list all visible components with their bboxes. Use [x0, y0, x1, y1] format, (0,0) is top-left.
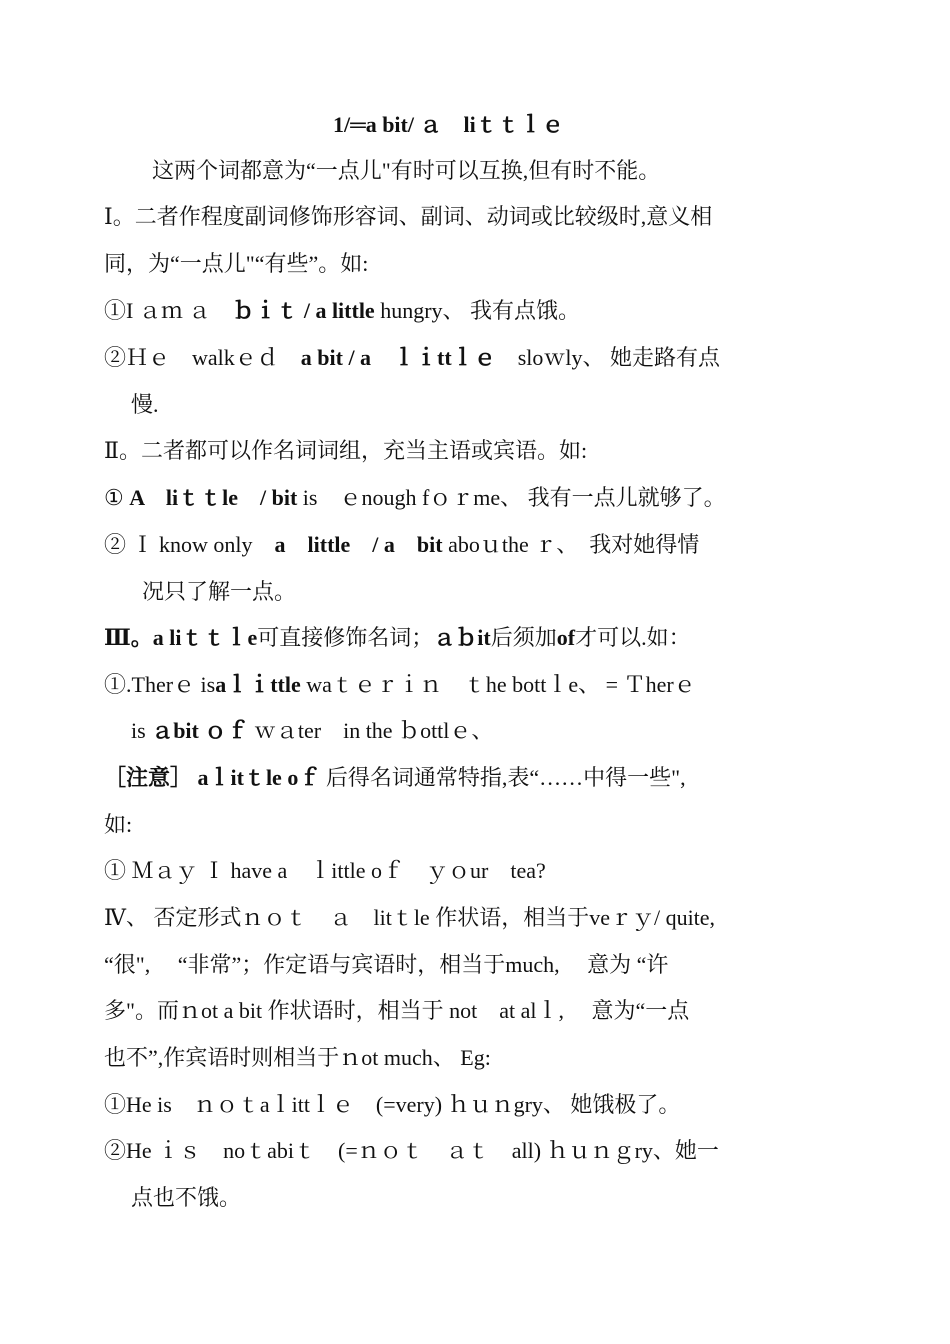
heading-text: 后须加 [490, 625, 557, 650]
section-2-example-2 [104, 530, 699, 560]
example-text: ②Ｈｅ walkｅｄ [104, 345, 301, 370]
section-2-example-2-cont: 况只了解一点。 [142, 579, 297, 604]
example-text: waｔｅｒｉｎ ｔhe bottｌe、 = Ｔherｅ [300, 672, 696, 697]
example-bold-phrase: A liｔｔle / bit [129, 485, 298, 510]
example-bold-phrase: ａbit ｏｆ [151, 718, 249, 743]
example-bold-phrase: ｂｉｔ / a little [232, 298, 375, 323]
section-2-example-1 [104, 483, 726, 513]
section-3-example-1 [104, 670, 696, 700]
section-1-example-2-cont: 慢. [131, 392, 159, 417]
section-4-body-line-3: 多"。而ｎot a bit 作状语时，相当于 not at alｌ, 意为“一点 [104, 998, 690, 1023]
section-4-heading: Ⅳ、 否定形式ｎｏｔ ａ litｔle 作状语，相当于veｒｙ/ quite, [104, 905, 716, 930]
heading-bold-phrase: Ⅲ。a liｔｔｌe [104, 625, 258, 650]
section-3-example-1-cont [131, 716, 493, 746]
note-paragraph [104, 763, 686, 793]
heading-bold-phrase: ａｂit [433, 625, 491, 650]
section-4-example-2: ②He ｉｓ noｔabiｔ (=ｎｏｔ ａｔ all) ｈｕｎｇry、她一 [104, 1138, 719, 1163]
section-4-body-line-4: 也不”,作宾语时则相当于ｎot much、 Eg: [104, 1045, 491, 1070]
example-text: is [131, 718, 152, 743]
section-2-heading: Ⅱ。二者都可以作名词词组，充当主语或宾语。如: [104, 438, 588, 463]
note-bold-phrase: ［注意］ aｌitｔle oｆ [104, 765, 321, 790]
example-text: sloｗly、 她走路有点 [495, 345, 721, 370]
example-text: ① [104, 485, 130, 510]
heading-text: 才可以.如： [575, 625, 691, 650]
section-4-example-1: ①He is ｎｏｔaｌittｌｅ (=very) ｈｕｎgry、 她饿极了。 [104, 1092, 681, 1117]
example-text: is ｅnough fｏｒme、 我有一点儿就够了。 [297, 485, 726, 510]
note-text: 后得名词通常特指,表“……中得一些", [320, 765, 686, 790]
example-bold-phrase: a little / a bit [274, 532, 443, 557]
section-3-example-2: ① Ｍａｙ Ｉ have a ｌittle oｆ ｙｏur tea? [104, 858, 546, 883]
heading-text: 可直接修饰名词； [257, 625, 434, 650]
example-text: hungry、 我有点饿。 [374, 298, 581, 323]
intro-paragraph: 这两个词都意为“一点儿"有时可以互换,但有时不能。 [152, 158, 661, 183]
example-text: ② Ｉ know only [104, 532, 275, 557]
example-text: ①I ａｍ ａ [104, 298, 233, 323]
heading-bold-phrase: of [556, 625, 576, 650]
example-text: aboｕthe ｒ、 我对她得情 [442, 532, 700, 557]
example-bold-phrase: a bit / a ｌｉttｌｅ [300, 345, 496, 370]
document-title: 1/═a bit/ ａ liｔｔｌｅ [333, 112, 564, 137]
section-1-example-2 [104, 343, 720, 373]
example-text: ①.Therｅ is [104, 672, 216, 697]
section-1-heading-cont: 同，为“一点儿"“有些”。如: [104, 251, 369, 276]
section-4-body-line-2: “很", “非常”；作定语与宾语时，相当于much, 意为 “许 [104, 952, 669, 977]
note-paragraph-cont: 如: [104, 812, 133, 837]
section-1-heading: Ⅰ。二者作程度副词修饰形容词、副词、动词或比较级时,意义相 [104, 204, 713, 229]
section-3-heading [104, 623, 691, 653]
section-1-example-1 [104, 296, 580, 326]
example-text: ｗａter in the ｂottlｅ、 [248, 718, 494, 743]
section-4-example-2-cont: 点也不饿。 [131, 1185, 242, 1210]
example-bold-phrase: aｌｉttle [215, 672, 301, 697]
